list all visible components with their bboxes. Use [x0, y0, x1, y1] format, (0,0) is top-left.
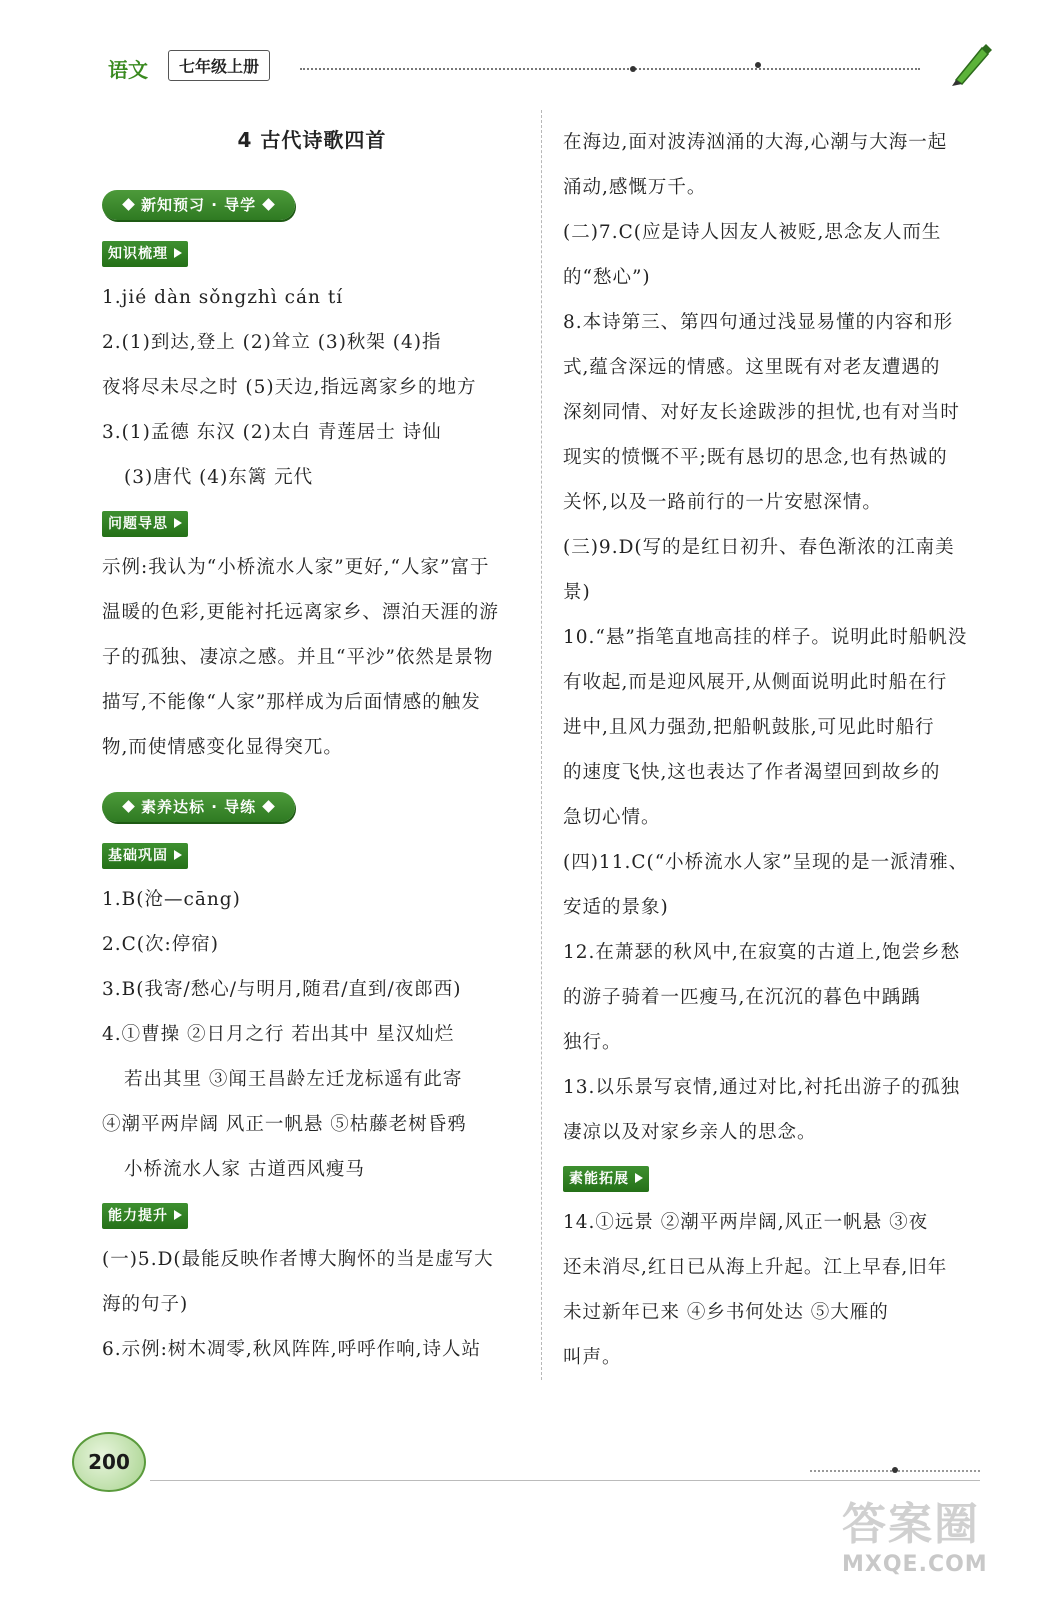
section-banner-preview — [102, 190, 295, 220]
pen-icon — [948, 40, 994, 88]
answer-line: 涌动,感慨万千。 — [563, 177, 707, 198]
left-column — [102, 120, 522, 1372]
answer-line: 示例:我认为“小桥流水人家”更好,“人家”富于 — [102, 557, 490, 578]
section-banner-practice — [102, 792, 295, 822]
answer-line: 2.C(次:停宿) — [102, 934, 219, 955]
answer-line: 关怀,以及一路前行的一片安慰深情。 — [563, 492, 882, 513]
arrow-icon — [174, 850, 182, 860]
banner-label: 新知预习 · 导学 — [141, 196, 257, 214]
lesson-title: 4 古代诗歌四首 — [237, 128, 387, 152]
answer-line: 温暖的色彩,更能衬托远离家乡、漂泊天涯的游 — [102, 602, 499, 623]
answer-line: 1.jié dàn sǒngzhì cán tí — [102, 287, 344, 308]
answer-line: 在海边,面对波涛汹涌的大海,心潮与大海一起 — [563, 132, 948, 153]
answer-line: 3.(1)孟德 东汉 (2)太白 青莲居士 诗仙 — [102, 422, 442, 443]
answer-line: 4.①曹操 ②日月之行 若出其中 星汉灿烂 — [102, 1024, 455, 1045]
tag-knowledge — [102, 241, 188, 267]
answer-line: 急切心情。 — [563, 807, 661, 828]
diamond-icon — [122, 198, 135, 211]
answer-line: 凄凉以及对家乡亲人的思念。 — [563, 1122, 817, 1143]
answer-line: 8.本诗第三、第四句通过浅显易懂的内容和形 — [563, 312, 954, 333]
watermark-text: 答案圈 — [842, 1499, 980, 1550]
answer-line: 的游子骑着一匹瘦马,在沉沉的暮色中踽踽 — [563, 987, 921, 1008]
page-header — [100, 48, 1000, 88]
tag-extension — [563, 1166, 649, 1192]
tag-label: 素能拓展 — [569, 1171, 629, 1187]
arrow-icon — [174, 1210, 182, 1220]
answer-line: ④潮平两岸阔 风正一帆悬 ⑤枯藤老树昏鸦 — [102, 1114, 467, 1135]
tag-label: 基础巩固 — [108, 848, 168, 864]
answer-line: 物,而使情感变化显得突兀。 — [102, 737, 343, 758]
answer-line: 安适的景象) — [563, 897, 669, 918]
answer-line: 子的孤独、凄凉之感。并且“平沙”依然是景物 — [102, 647, 494, 668]
answer-line: 的“愁心”) — [563, 267, 651, 288]
answer-line: 1.B(沧—cāng) — [102, 889, 241, 910]
page-number: 200 — [72, 1432, 146, 1492]
answer-line: 景) — [563, 582, 591, 603]
answer-line: 14.①远景 ②潮平两岸阔,风正一帆悬 ③夜 — [563, 1212, 929, 1233]
answer-line: (一)5.D(最能反映作者博大胸怀的当是虚写大 — [102, 1249, 494, 1270]
answer-line: 描写,不能像“人家”那样成为后面情感的触发 — [102, 692, 481, 713]
answer-line: (三)9.D(写的是红日初升、春色渐浓的江南美 — [563, 537, 955, 558]
watermark — [842, 1500, 1022, 1590]
arrow-icon — [174, 248, 182, 258]
answer-line: 未过新年已来 ④乡书何处达 ⑤大雁的 — [563, 1302, 889, 1323]
answer-line: 有收起,而是迎风展开,从侧面说明此时船在行 — [563, 672, 948, 693]
answer-line: 13.以乐景写哀情,通过对比,衬托出游子的孤独 — [563, 1077, 961, 1098]
arrow-icon — [635, 1173, 643, 1183]
answer-line: 小桥流水人家 古道西风瘦马 — [124, 1159, 365, 1180]
answer-line: 12.在萧瑟的秋风中,在寂寞的古道上,饱尝乡愁 — [563, 942, 961, 963]
diamond-icon — [262, 198, 275, 211]
tag-label: 问题导思 — [108, 516, 168, 532]
answer-line: 若出其里 ③闻王昌龄左迁龙标遥有此寄 — [124, 1069, 463, 1090]
tag-question — [102, 511, 188, 537]
arrow-icon — [174, 518, 182, 528]
watermark-url: MXQE.COM — [842, 1552, 988, 1577]
header-dot — [630, 66, 636, 72]
answer-line: 叫声。 — [563, 1347, 622, 1368]
header-dot — [755, 62, 761, 68]
answer-line: 海的句子) — [102, 1294, 189, 1315]
answer-line: 夜将尽未尽之时 (5)天边,指远离家乡的地方 — [102, 377, 477, 398]
subject-label: 语文 — [108, 58, 148, 82]
answer-line: 2.(1)到达,登上 (2)耸立 (3)秋架 (4)指 — [102, 332, 442, 353]
answer-line: (二)7.C(应是诗人因友人被贬,思念友人而生 — [563, 222, 942, 243]
diamond-icon — [262, 800, 275, 813]
answer-line: 深刻同情、对好友长途跋涉的担忧,也有对当时 — [563, 402, 960, 423]
answer-line: (四)11.C(“小桥流水人家”呈现的是一派清雅、 — [563, 852, 969, 873]
answer-line: (3)唐代 (4)东篱 元代 — [124, 467, 314, 488]
answer-line: 的速度飞快,这也表达了作者渴望回到故乡的 — [563, 762, 941, 783]
tag-label: 能力提升 — [108, 1208, 168, 1224]
tag-basics — [102, 843, 188, 869]
column-divider — [541, 110, 543, 1380]
right-column — [563, 120, 988, 1380]
answer-line: 式,蕴含深远的情感。这里既有对老友遭遇的 — [563, 357, 941, 378]
footer-divider — [150, 1480, 980, 1481]
answer-line: 10.“悬”指笔直地高挂的样子。说明此时船帆没 — [563, 627, 968, 648]
answer-line: 3.B(我寄/愁心/与明月,随君/直到/夜郎西) — [102, 979, 462, 1000]
header-divider — [300, 68, 920, 70]
answer-line: 现实的愤慨不平;既有恳切的思念,也有热诚的 — [563, 447, 948, 468]
grade-label: 七年级上册 — [168, 50, 270, 81]
answer-line: 6.示例:树木凋零,秋风阵阵,呼呼作响,诗人站 — [102, 1339, 482, 1360]
answer-line: 还未消尽,红日已从海上升起。江上早春,旧年 — [563, 1257, 948, 1278]
tag-ability — [102, 1203, 188, 1229]
footer-dot — [892, 1467, 898, 1473]
diamond-icon — [122, 800, 135, 813]
answer-line: 进中,且风力强劲,把船帆鼓胀,可见此时船行 — [563, 717, 935, 738]
tag-label: 知识梳理 — [108, 246, 168, 262]
answer-line: 独行。 — [563, 1032, 622, 1053]
banner-label: 素养达标 · 导练 — [141, 798, 257, 816]
